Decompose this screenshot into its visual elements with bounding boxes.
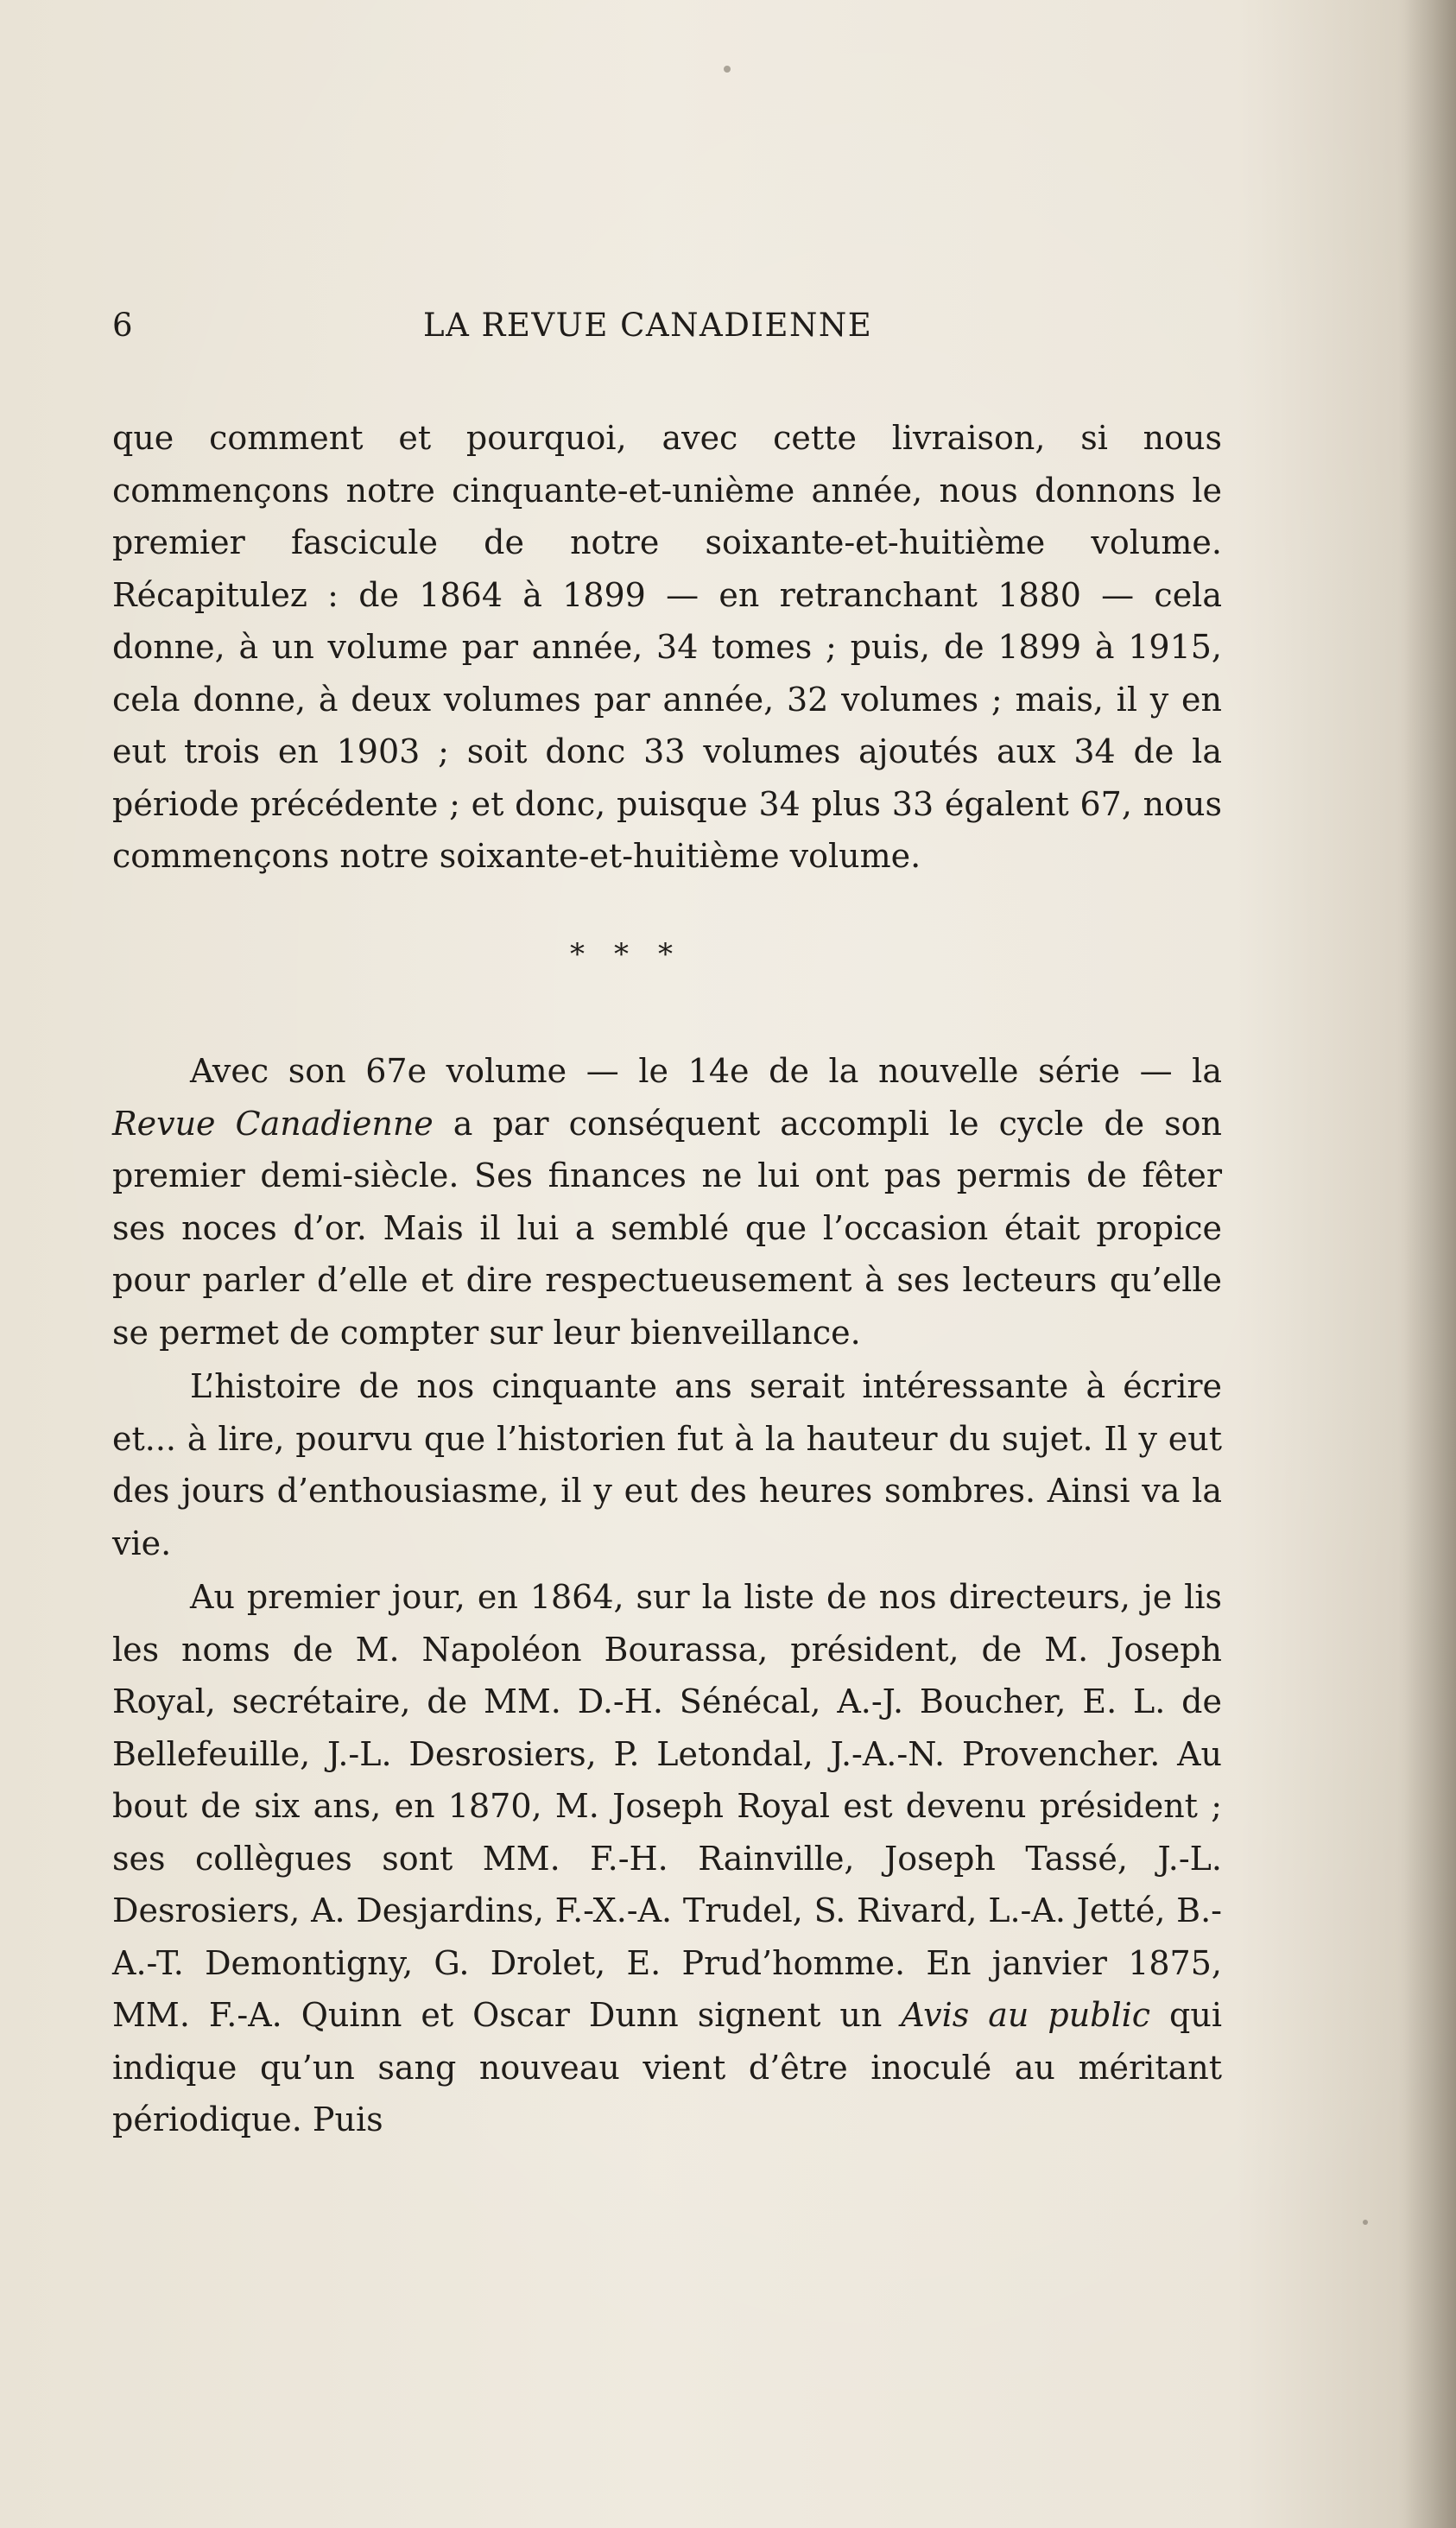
paragraph: [112, 1045, 1222, 1359]
page-header: [112, 304, 976, 347]
body-text-section-2: [112, 1045, 1222, 2146]
page-number: 6: [112, 307, 133, 344]
running-head: LA REVUE CANADIENNE: [423, 307, 873, 344]
paper-speck: [724, 66, 731, 73]
italic-title: Avis au public: [901, 1996, 1151, 2034]
body-text-section-1: [112, 412, 1222, 883]
paragraph: L’histoire de nos cinquante ans serait intéressante à écrire et... à lire, pourvu que l’historien fut à la hauteur du sujet. Il y eut des jours d’enthousiasme, il y eut des heures sombres. Ainsi va la vie.: [112, 1367, 1222, 1562]
section-separator: ***: [570, 937, 702, 972]
paragraph-text: Avec son 67e volume — le 14e de la nouvelle série — la: [190, 1052, 1222, 1090]
page-edge-shadow: [1404, 0, 1456, 2528]
paper-speck: [1363, 2220, 1368, 2225]
paragraph-text: Au premier jour, en 1864, sur la liste de nos directeurs, je lis les noms de M. Napoléon Bourassa, président, de M. Joseph Royal, secrétaire, de MM. D.-H. Sénécal, A.-J. Boucher, E. L. de Bellefeuille, J.-L. Desrosiers, P. Letondal, J.-A.-N. Provencher. Au bout de six ans, en 1870, M. Joseph Royal est devenu président ; ses collègues sont MM. F.-H. Rainville, Joseph Tassé, J.-L. Desrosiers, A. Desjardins, F.-X.-A. Trudel, S. Rivard, L.-A. Jetté, B.-A.-T. Demontigny, G. Drolet, E. Prud’homme. En janvier 1875, MM. F.-A. Quinn et Oscar Dunn signent un: [112, 1578, 1222, 2034]
paragraph: que comment et pourquoi, avec cette livraison, si nous commençons notre cinquante-et-unième année, nous donnons le premier fascicule de notre soixante-et-huitième volume. Récapitulez : de 1864 à 1899 — en retranchant 1880 — cela donne, à un volume par année, 34 tomes ; puis, de 1899 à 1915, cela donne, à deux volumes par année, 32 volumes ; mais, il y en eut trois en 1903 ; soit donc 33 volumes ajoutés aux 34 de la période précédente ; et donc, puisque 34 plus 33 égalent 67, nous commençons notre soixante-et-huitième volume.: [112, 419, 1222, 875]
paragraph: [112, 1571, 1222, 2146]
italic-title: Revue Canadienne: [112, 1104, 434, 1143]
paragraph-text: a par conséquent accompli le cycle de son premier demi-siècle. Ses finances ne lui ont pas permis de fêter ses noces d’or. Mais il lui a semblé que l’occasion était propice pour parler d’elle et dire respectueusement à ses lecteurs qu’elle se permet de compter sur leur bienveillance.: [112, 1104, 1222, 1352]
paragraph-text: qui indique qu’un sang nouveau vient d’être inoculé au méritant périodique. Puis: [112, 1996, 1223, 2138]
